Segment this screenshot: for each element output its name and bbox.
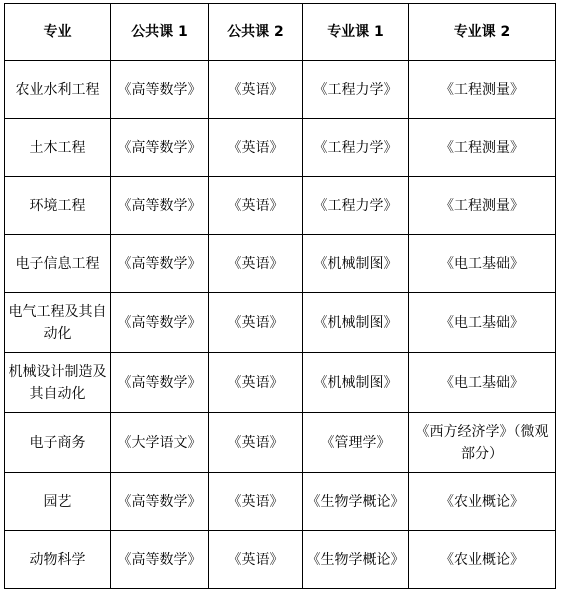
cell-major: 动物科学	[5, 531, 111, 589]
cell-major-1: 《工程力学》	[303, 61, 409, 119]
cell-major-2: 《农业概论》	[409, 531, 556, 589]
cell-major: 农业水利工程	[5, 61, 111, 119]
cell-major-2: 《工程测量》	[409, 61, 556, 119]
cell-public-2: 《英语》	[209, 61, 303, 119]
cell-public-2: 《英语》	[209, 177, 303, 235]
cell-major-1: 《机械制图》	[303, 353, 409, 413]
cell-major: 土木工程	[5, 119, 111, 177]
cell-major-1: 《工程力学》	[303, 119, 409, 177]
cell-public-1: 《高等数学》	[111, 235, 209, 293]
cell-public-2: 《英语》	[209, 119, 303, 177]
cell-public-1: 《高等数学》	[111, 293, 209, 353]
cell-major: 电子商务	[5, 413, 111, 473]
header-major-course-2: 专业课 2	[409, 4, 556, 61]
cell-major-2: 《电工基础》	[409, 353, 556, 413]
cell-public-2: 《英语》	[209, 473, 303, 531]
cell-major-1: 《机械制图》	[303, 235, 409, 293]
header-public-course-2: 公共课 2	[209, 4, 303, 61]
cell-major: 环境工程	[5, 177, 111, 235]
cell-major-2: 《工程测量》	[409, 119, 556, 177]
table-row	[5, 353, 556, 413]
header-major-course-1: 专业课 1	[303, 4, 409, 61]
table-row	[5, 531, 556, 589]
header-major: 专业	[5, 4, 111, 61]
cell-major: 园艺	[5, 473, 111, 531]
cell-public-2: 《英语》	[209, 413, 303, 473]
cell-major-2: 《西方经济学》（微观部分）	[409, 413, 556, 473]
cell-major-1: 《机械制图》	[303, 293, 409, 353]
cell-major-2: 《工程测量》	[409, 177, 556, 235]
cell-major-2: 《电工基础》	[409, 293, 556, 353]
cell-major: 电子信息工程	[5, 235, 111, 293]
table-row	[5, 235, 556, 293]
cell-public-1: 《大学语文》	[111, 413, 209, 473]
cell-major-1: 《工程力学》	[303, 177, 409, 235]
cell-public-1: 《高等数学》	[111, 61, 209, 119]
cell-public-1: 《高等数学》	[111, 177, 209, 235]
cell-public-1: 《高等数学》	[111, 531, 209, 589]
cell-public-2: 《英语》	[209, 531, 303, 589]
table-row	[5, 473, 556, 531]
header-public-course-1: 公共课 1	[111, 4, 209, 61]
cell-major-1: 《生物学概论》	[303, 473, 409, 531]
cell-major: 机械设计制造及其自动化	[5, 353, 111, 413]
cell-public-2: 《英语》	[209, 235, 303, 293]
cell-major-1: 《管理学》	[303, 413, 409, 473]
cell-major: 电气工程及其自动化	[5, 293, 111, 353]
cell-public-2: 《英语》	[209, 353, 303, 413]
curriculum-table	[4, 3, 556, 589]
table-row	[5, 293, 556, 353]
cell-major-2: 《农业概论》	[409, 473, 556, 531]
table-row	[5, 177, 556, 235]
cell-public-1: 《高等数学》	[111, 119, 209, 177]
table-row	[5, 119, 556, 177]
table-row	[5, 413, 556, 473]
table-row	[5, 61, 556, 119]
cell-major-2: 《电工基础》	[409, 235, 556, 293]
table-header-row	[5, 4, 556, 61]
cell-public-1: 《高等数学》	[111, 473, 209, 531]
cell-public-2: 《英语》	[209, 293, 303, 353]
cell-major-1: 《生物学概论》	[303, 531, 409, 589]
cell-public-1: 《高等数学》	[111, 353, 209, 413]
